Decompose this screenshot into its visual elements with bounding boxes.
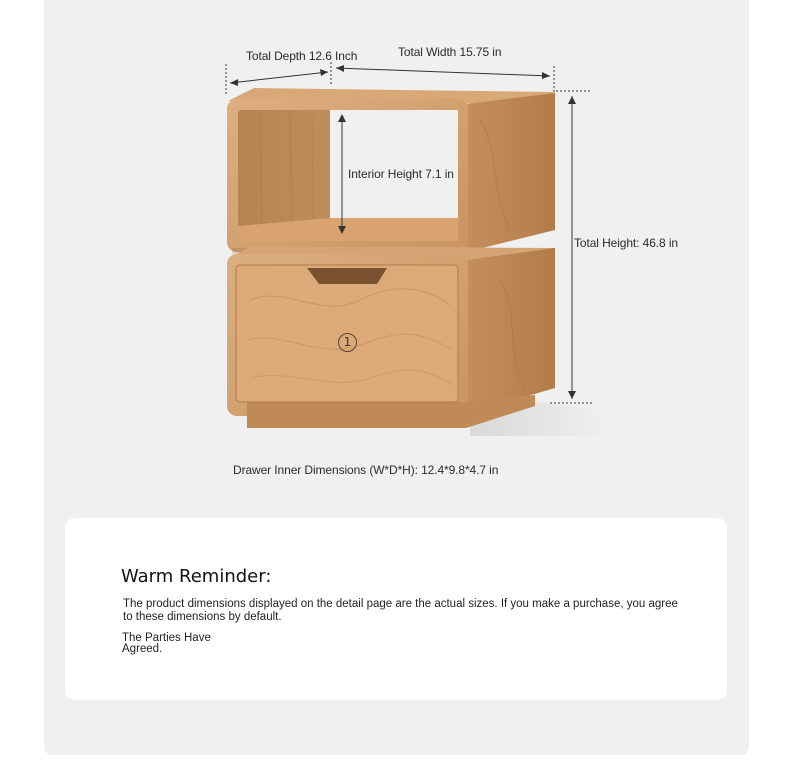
warm-reminder-card [65,518,727,700]
drawer-inner-dimensions-label: Drawer Inner Dimensions (W*D*H): 12.4*9.8*4.7 in [233,463,499,477]
parties-agreed-text: The Parties Have Agreed. [122,632,211,655]
upper-cube-side [466,93,555,252]
warm-reminder-title: Warm Reminder: [121,566,272,587]
warm-reminder-body: The product dimensions displayed on the detail page are the actual sizes. If you make a purchase, you agree to these dimensions by default. [123,598,678,623]
lower-cube-side [466,248,555,414]
drawer-number-badge: 1 [338,333,357,352]
interior-height-label: Interior Height 7.1 in [348,167,454,181]
total-height-label: Total Height: 46.8 in [574,236,678,250]
total-depth-label: Total Depth 12.6 Inch [246,49,358,63]
total-width-label: Total Width 15.75 in [398,45,502,59]
drawer-handle-cutout [307,268,387,284]
